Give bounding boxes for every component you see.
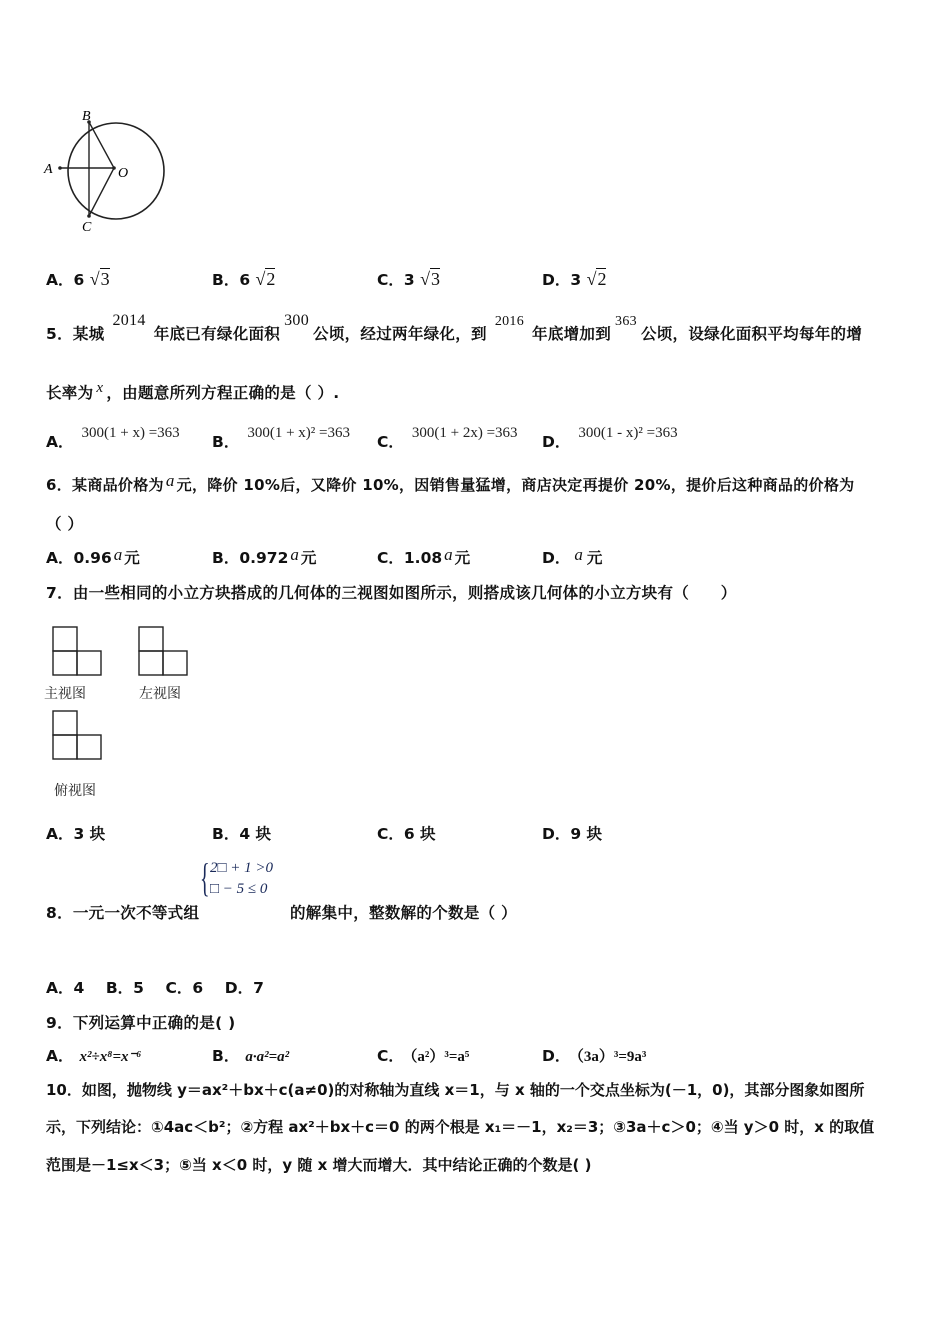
inequality-2: □ − 5 ≤ 0	[210, 881, 268, 897]
q9-option-a[interactable]: A． x²÷x⁸=x⁻⁶	[46, 1047, 142, 1065]
q7-option-a[interactable]: A．3 块	[46, 825, 106, 843]
q4-option-c[interactable]: C．3 √3	[377, 269, 440, 289]
top-view-label: 俯视图	[54, 783, 96, 799]
sqrt-symbol: √2	[255, 269, 276, 289]
q5-option-a[interactable]: A． 300(1 + x) =363	[46, 425, 180, 451]
q9-question: 9．下列运算中正确的是( )	[46, 1014, 236, 1032]
inequality-1: 2□ + 1 >0	[210, 860, 274, 876]
q5-option-c[interactable]: C． 300(1 + 2x) =363	[377, 425, 518, 451]
sqrt-symbol: √3	[420, 269, 440, 289]
q9-option-b[interactable]: B． a·a²=a²	[212, 1047, 290, 1065]
q6-option-c[interactable]: C．1.08 a 元	[377, 545, 471, 567]
q5-line2: 长率为 x ，由题意所列方程正确的是（ ）.	[46, 380, 340, 402]
q6-option-d[interactable]: D． a 元	[542, 545, 603, 567]
q6-line1: 6．某商品价格为 a 元，降价 10%后，又降价 10%，因销售量猛增，商店决定再提价 20%，提价后这种商品的价格为	[46, 471, 855, 494]
q5-option-d[interactable]: D． 300(1 - x)² =363	[542, 425, 678, 451]
q6-option-b[interactable]: B．0.972 a 元	[212, 545, 317, 567]
label-c: C	[82, 220, 92, 235]
side-view-label: 左视图	[139, 686, 181, 702]
brace-icon: {	[200, 855, 210, 900]
q4-option-a[interactable]: A．6 √3	[46, 269, 110, 289]
q10-line2: 示，下列结论：①4ac＜b²；②方程 ax²＋bx＋c＝0 的两个根是 x₁＝－1，x₂＝3；③3a＋c＞0；④当 y＞0 时，x 的取值	[46, 1118, 875, 1136]
q8-question-suffix: 的解集中，整数解的个数是（ ）	[290, 904, 517, 922]
inequality-system	[200, 855, 292, 902]
q7-option-c[interactable]: C．6 块	[377, 825, 436, 843]
front-view-label: 主视图	[44, 686, 86, 702]
q7-option-b[interactable]: B．4 块	[212, 825, 271, 843]
circle-figure	[40, 104, 175, 239]
label-a: A	[44, 162, 53, 177]
q7-option-d[interactable]: D．9 块	[542, 825, 603, 843]
front-view-figure	[52, 626, 104, 678]
q4-option-b[interactable]: B．6 √2	[212, 269, 276, 289]
q5-option-b[interactable]: B． 300(1 + x)² =363	[212, 425, 350, 451]
q8-question-prefix: 8．一元一次不等式组	[46, 904, 200, 922]
side-view-figure	[138, 626, 190, 678]
q10-line3: 范围是－1≤x＜3；⑤当 x＜0 时，y 随 x 增大而增大．其中结论正确的个数是( )	[46, 1156, 592, 1174]
q9-option-c[interactable]: C． （a²）³=a⁵	[377, 1047, 470, 1065]
q5-line1: 5．某城2014年底已有绿化面积300公顷，经过两年绿化，到2016年底增加到363公顷，设绿化面积平均每年的增	[46, 312, 863, 343]
top-view-figure	[52, 710, 104, 762]
label-o: O	[118, 166, 129, 181]
sqrt-symbol: √2	[586, 269, 607, 289]
label-b: B	[82, 109, 91, 124]
q6-line2: （ ）	[46, 515, 84, 533]
q6-option-a[interactable]: A．0.96 a 元	[46, 545, 140, 567]
q9-option-d[interactable]: D． （3a）³=9a³	[542, 1047, 647, 1065]
q7-question: 7．由一些相同的小立方块搭成的几何体的三视图如图所示，则搭成该几何体的小立方块有（ ）	[46, 584, 737, 602]
sqrt-symbol: √3	[89, 269, 110, 289]
q4-option-d[interactable]: D．3 √2	[542, 269, 607, 289]
q10-line1: 10．如图，抛物线 y＝ax²＋bx＋c(a≠0)的对称轴为直线 x＝1，与 x 轴的一个交点坐标为(－1，0)，其部分图象如图所	[46, 1081, 865, 1099]
q8-options[interactable]: A．4 B．5 C．6 D．7	[46, 979, 264, 997]
